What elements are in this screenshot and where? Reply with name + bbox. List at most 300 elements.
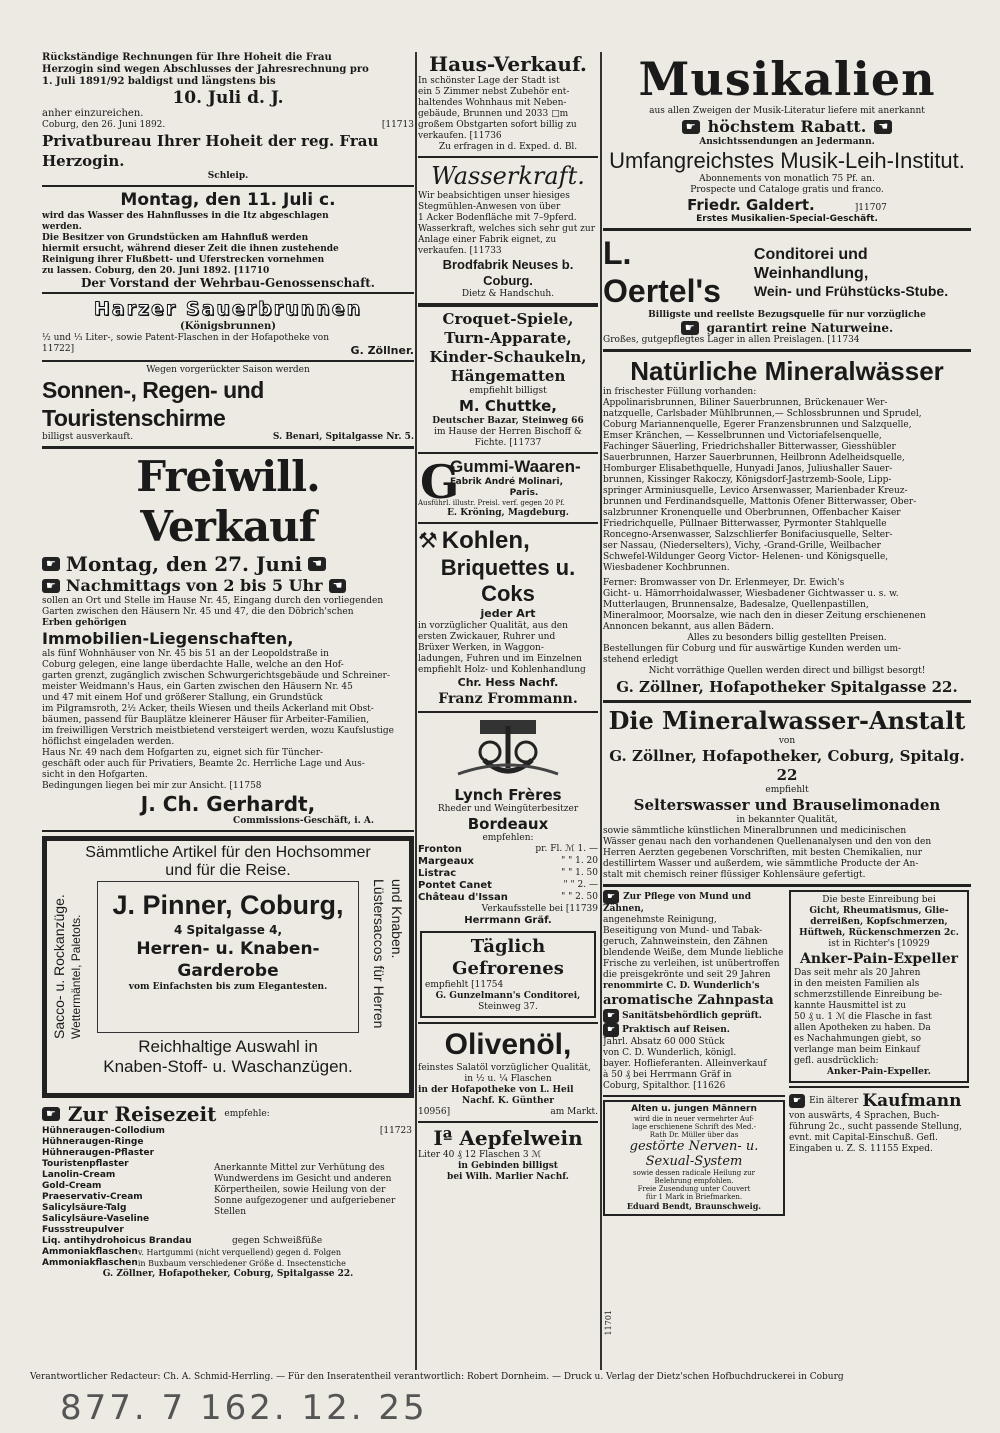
ad-signature: G. Gunzelmann's Conditorei, bbox=[435, 991, 581, 1001]
pointing-hand-icon: ☚ bbox=[329, 579, 347, 593]
ad-text: verkaufen. [11736 bbox=[418, 131, 502, 141]
ad-text: Jahrl. Absatz 60 000 Stück bbox=[603, 1037, 725, 1047]
ad-text: vom Einfachsten bis zum Elegantesten. bbox=[128, 982, 328, 992]
ad-date: Montag, den 27. Juni bbox=[65, 552, 303, 576]
wine-price: " " 2. — bbox=[563, 880, 598, 890]
ad-text: Haus Nr. 49 nach dem Hofgarten zu, eignet sich für Tüncher- bbox=[42, 748, 324, 758]
ad-text: garten grenzt, zugänglich zwischen Schwurgerichtsgebäude und Schreiner- bbox=[42, 671, 391, 681]
ad-heading: Gummi-Waaren- bbox=[450, 457, 581, 476]
ad-text: Eingaben u. Z. S. 11155 Exped. bbox=[789, 1144, 933, 1154]
pinner-center bbox=[97, 881, 359, 1033]
ad-text: garantirt reine Naturweine. bbox=[706, 321, 894, 335]
ad-text: Wir beabsichtigen unser hiesiges bbox=[418, 191, 570, 201]
ad-heading: Zur Reisezeit bbox=[67, 1102, 217, 1126]
ad-heading: Sonnen-, Regen- und Touristenschirme bbox=[42, 377, 264, 431]
ad-heading: Turn-Apparate, bbox=[444, 329, 572, 347]
ad-text: Fichte. [11737 bbox=[474, 438, 542, 448]
ad-text: empfehle: bbox=[224, 1108, 270, 1119]
pointing-hand-icon: ☛ bbox=[42, 579, 60, 593]
ad-text: geschäft oder auch für Privatiers, Beamte 2c. Herrliche Lage und Aus- bbox=[42, 759, 365, 769]
ad-gefrorenes bbox=[420, 931, 596, 1018]
ad-gummi bbox=[418, 457, 598, 519]
ad-text: sowie dessen radicale Heilung zur bbox=[632, 1169, 756, 1177]
ad-text: Wässer genau nach den vorhandenen Quellenanalysen und den von den bbox=[603, 837, 932, 847]
ad-signature: Schleip. bbox=[207, 171, 249, 181]
ad-subheading: Immobilien-Liegenschaften, bbox=[42, 629, 294, 648]
ad-text: salzbrunner Kronenquelle und Oberbrunnen, Offenbacher Kaiser bbox=[603, 508, 901, 518]
ad-text: zu lassen. Coburg, den 20. Juni 1892. [11710 bbox=[42, 266, 270, 276]
ad-text: im Pilgramsroth, 2½ Acker, theils Wiesen und theils Ackerland mit Obst- bbox=[42, 704, 374, 714]
ad-text: empfiehlt Holz- und Kohlenhandlung bbox=[418, 665, 586, 675]
ad-pain-expeller-column bbox=[789, 890, 969, 1216]
ad-heading: Croquet-Spiele, bbox=[442, 310, 574, 328]
ad-text: Garten zwischen den Häusern Nr. 45 und 47, die den Döbrich'schen bbox=[42, 607, 354, 617]
ad-text: Herzogin sind wegen Abschlusses der Jahresrechnung pro bbox=[42, 64, 369, 75]
ad-heading: Hängematten bbox=[450, 367, 566, 385]
ad-text: Hüftweh, Rückenschmerzen 2c. bbox=[799, 928, 959, 938]
ad-text: verkaufen. [11733 bbox=[418, 246, 502, 256]
ad-heading: Harzer Sauerbrunnen bbox=[93, 298, 363, 320]
ad-text: Deutscher Bazar, Steinweg 66 bbox=[432, 416, 584, 426]
ad-title: Sexual-System bbox=[645, 1154, 743, 1169]
ad-heading: Kaufmann bbox=[862, 1091, 962, 1111]
ad-text: renommirte C. D. Wunderlich's bbox=[603, 981, 760, 991]
ad-place: Coburg, den 26. Juni 1892. bbox=[42, 120, 166, 130]
ad-number: 11701 bbox=[604, 1310, 613, 1336]
ad-text: blendende Weiße, dem Munde liebliche bbox=[603, 948, 784, 958]
ad-pinner bbox=[42, 836, 414, 1098]
product-item: Praeservativ-Cream bbox=[42, 1192, 143, 1202]
ad-text: Garderobe bbox=[177, 961, 279, 981]
side-text: Lüstersaccos für Herren bbox=[371, 879, 387, 1029]
ad-wasserkraft bbox=[418, 161, 598, 300]
column-left bbox=[42, 52, 414, 1370]
ad-heading: Täglich Gefrorenes bbox=[452, 936, 564, 979]
ad-signature: G. Zöllner, Hofapotheker, Coburg, Spitalgasse 22. bbox=[102, 1269, 354, 1279]
ad-heading: Bordeaux bbox=[467, 815, 549, 833]
ad-text: ist in Richter's [10929 bbox=[828, 939, 930, 949]
ad-text: meister Weidmann's Haus, ein Garten zwischen den Häusern Nr. 45 bbox=[42, 682, 353, 692]
ad-freiwill-verkauf bbox=[42, 452, 414, 827]
pinner-right-side bbox=[371, 879, 405, 1039]
ad-text: sowie sämmtliche künstlichen Mineralbrunnen und medicinischen bbox=[603, 826, 907, 836]
product-item: Hühneraugen-Ringe bbox=[42, 1137, 144, 1147]
ad-text: Wasserkraft, welches sich sehr gut zur bbox=[418, 224, 596, 234]
pointing-hand-icon: ☛ bbox=[42, 557, 60, 571]
pointing-hand-icon: ☛ bbox=[42, 1107, 60, 1121]
ad-text: im freiwilligen Verstrich meistbietend versteigert werden, wozu Kaufslustige bbox=[42, 726, 394, 736]
ad-subheading: Umfangreichstes Musik-Leih-Institut. bbox=[609, 148, 965, 173]
pointing-hand-icon: ☛ bbox=[789, 1094, 805, 1108]
side-text: Sacco- u. Rockanzüge. bbox=[51, 894, 67, 1039]
ad-number: ]11707 bbox=[854, 203, 887, 213]
ad-text: Fachinger Säuerling, Friedrichshaller Bitterwasser, Giesshübler bbox=[603, 442, 896, 452]
ad-signature: Dietz & Handschuh. bbox=[461, 289, 555, 299]
pointing-hand-icon: ☛ bbox=[681, 321, 699, 335]
column-middle bbox=[418, 52, 598, 1370]
ad-text: Anlage einer Fabrik eignet, zu bbox=[418, 235, 557, 245]
side-text: Wettermäntel, Paletots. bbox=[69, 914, 83, 1039]
ad-text: Rath Dr. Müller über das bbox=[649, 1131, 739, 1139]
wine-name: Château d'Issan bbox=[418, 892, 508, 903]
letter-g-icon: G bbox=[420, 455, 460, 509]
ad-text: aus allen Zweigen der Musik-Literatur liefere mit anerkannt bbox=[649, 106, 925, 116]
ad-text: evnt. mit Capital-Einschuß. Gefl. bbox=[789, 1133, 938, 1143]
pointing-hand-icon: ☛ bbox=[603, 1009, 619, 1023]
ad-zahnpasta bbox=[603, 890, 785, 1216]
ad-signature: M. Chuttke, bbox=[459, 397, 557, 415]
ad-text: Ausführl. illustr. Preisl. verf. gegen 20 Pf. bbox=[418, 499, 565, 507]
ad-text: In schönster Lage der Stadt ist bbox=[418, 76, 560, 86]
wine-name: Fronton bbox=[418, 844, 462, 855]
shop-name: J. Pinner, Coburg, bbox=[112, 890, 344, 920]
ad-text: gegen Schweißfüße bbox=[232, 1236, 323, 1246]
ad-text: destillirtem Wasser und außerdem, wie sämmtliche Producte der An- bbox=[603, 859, 919, 869]
ad-text: Rheder und Weingüterbesitzer bbox=[437, 804, 579, 814]
ad-text: Schwefel-Wildunger Georg Victor- Helenen- und Königsquelle, bbox=[603, 552, 889, 562]
ad-text: Gicht, Rheumatismus, Glie- bbox=[809, 906, 949, 916]
ad-text: verlange man beim Einkauf bbox=[794, 1045, 920, 1055]
ad-heading: Briquettes u. Coks bbox=[440, 555, 576, 606]
product-item: Ammoniakflaschen bbox=[42, 1247, 138, 1257]
ad-text: Roncegno-Arsenwasser, Salzschlierfer Bonifaciusquelle, Selter- bbox=[603, 530, 893, 540]
ad-text: Frische zu verleihen, ist unübertroffen bbox=[603, 959, 780, 969]
ad-heading: Natürliche Mineralwässer bbox=[630, 356, 944, 386]
ad-time: Nachmittags von 2 bis 5 Uhr bbox=[65, 576, 323, 595]
ad-text: Zu erfragen in d. Exped. d. Bl. bbox=[438, 142, 578, 152]
ad-schirme bbox=[42, 365, 414, 443]
ad-heading: Kinder-Schaukeln, bbox=[429, 348, 587, 366]
wine-price: " " 1. 20 bbox=[561, 856, 598, 866]
ad-text: Billigste und reellste Bezugsquelle für nur vorzügliche bbox=[648, 310, 926, 320]
ad-signature: Der Vorstand der Wehrbau-Genossenschaft. bbox=[81, 276, 375, 290]
ad-text: empfiehlt [11754 bbox=[425, 980, 504, 990]
product-item: Ammoniakflaschen bbox=[42, 1258, 138, 1268]
ad-text: Erstes Musikalien-Special-Geschäft. bbox=[696, 214, 878, 224]
ad-text: hiermit ersucht, während dieser Zeit die ihnen zustehende bbox=[42, 244, 339, 254]
ad-text: schmerzstillende Einreibung be- bbox=[794, 990, 943, 1000]
ad-text: Friedrichquelle, Püllnaer Bitterwasser, Pyrmonter Stahlquelle bbox=[603, 519, 887, 529]
ad-text: derreißen, Kopfschmerzen, bbox=[810, 917, 948, 927]
ad-text: Die Besitzer von Grundstücken am Hahnfluß werden bbox=[42, 233, 309, 243]
ad-subheading: Selterswasser und Brauselimonaden bbox=[633, 796, 941, 814]
ad-heading: Montag, den 11. Juli c. bbox=[120, 190, 336, 210]
product-name: aromatische Zahnpasta bbox=[603, 993, 774, 1008]
ad-text: geruch, Zahnweinstein, den Zähnen bbox=[603, 937, 768, 947]
ad-text: die preisgekrönte und seit 29 Jahren bbox=[603, 970, 771, 980]
product-item: Salicylsäure-Talg bbox=[42, 1203, 127, 1213]
ad-text: in Buxbaum verschiedener Größe d. Insectenstiche bbox=[137, 1259, 346, 1268]
ad-text: Stellen bbox=[214, 1207, 246, 1217]
ad-signature: E. Kröning, Magdeburg. bbox=[447, 508, 569, 518]
product-item: Liq. antihydrohoicus Brandau bbox=[42, 1236, 192, 1246]
ad-text: 50 ₰ u. 1 ℳ die Flasche in fast bbox=[794, 1012, 932, 1022]
ad-subheading: (Königsbrunnen) bbox=[179, 321, 276, 332]
ad-heading: Olivenöl, bbox=[444, 1028, 572, 1061]
ad-heading: Iª Aepfelwein bbox=[433, 1126, 583, 1150]
ad-kohlen bbox=[418, 527, 598, 708]
ad-text: Reinigung ihrer Flußbett- und Uferstrecken vornehmen bbox=[42, 255, 325, 265]
ad-text: von bbox=[778, 736, 796, 746]
ad-kaufmann bbox=[789, 1091, 969, 1155]
ad-text: stehend erledigt bbox=[603, 655, 678, 665]
wine-name: Margeaux bbox=[418, 856, 474, 867]
ad-signature: Brodfabrik Neuses b. Coburg. bbox=[442, 257, 574, 288]
ad-heading: Haus-Verkauf. bbox=[429, 52, 587, 76]
pointing-hand-icon: ☛ bbox=[603, 890, 619, 904]
ad-text: Abonnements von monatlich 75 Pf. an. bbox=[699, 174, 875, 184]
shop-name: L. Oertel's bbox=[603, 235, 721, 309]
ad-text: Ein älterer bbox=[809, 1095, 859, 1106]
ad-signature: Eduard Bendt, Braunschweig. bbox=[626, 1201, 762, 1211]
column-divider bbox=[415, 52, 417, 1370]
ad-heading: Die Mineralwasser-Anstalt bbox=[608, 706, 966, 735]
ad-maenner bbox=[603, 1100, 785, 1216]
ad-text: brunnen und Ferdinandsquelle, Mattonis Ofener Bitterwasser, Ober- bbox=[603, 497, 917, 507]
ad-olivenoel bbox=[418, 1027, 598, 1118]
ad-text: empfiehlt bbox=[765, 785, 809, 795]
ad-text: Alles zu besonders billig gestellten Preisen. bbox=[687, 633, 887, 643]
ad-text: brunnen, Kissinger Rakoczy, Königsdorf-Jastrzemb-Soole, Lipp- bbox=[603, 475, 892, 485]
ad-number: 11722] bbox=[42, 344, 75, 354]
product-item: Hühneraugen-Collodium bbox=[42, 1126, 165, 1136]
ad-signature: Privatbureau Ihrer Hoheit der reg. Frau Herzogin. bbox=[42, 132, 379, 170]
ad-croquet bbox=[418, 310, 598, 449]
wine-price: pr. Fl. ℳ 1. — bbox=[535, 844, 598, 854]
ad-text: Sauerbrunnen, Harzer Sauerbrunnen, Heilbronn Adelheidsquelle, bbox=[603, 453, 905, 463]
ad-text: anher einzureichen. bbox=[42, 108, 144, 119]
ad-text: kannte Hausmittel ist zu bbox=[794, 1001, 907, 1011]
ad-text: Bedingungen liegen bei mir zur Ansicht. [11758 bbox=[42, 781, 262, 791]
ad-text: bäumen, passend für Bauplätze kleinerer Häuser für Arbeiter-Familien, bbox=[42, 715, 370, 725]
ad-text: großem Obstgarten sofort billig zu bbox=[418, 120, 577, 130]
ad-heading: Freiwill. Verkauf bbox=[136, 452, 320, 551]
ad-text: es Nachahmungen giebt, so bbox=[794, 1034, 922, 1044]
ad-text: Ferner: Bromwasser von Dr. Erlenmeyer, Dr. Ewich's bbox=[603, 578, 845, 588]
ad-heading: Zähnen, bbox=[603, 904, 644, 914]
ad-text: wird das Wasser des Hahnflusses in die Itz abgeschlagen bbox=[42, 211, 329, 221]
ad-oertel bbox=[603, 234, 971, 346]
imprint-footer: Verantwortlicher Redacteur: Ch. A. Schmid-Herrling. — Für den Inseratentheil verantwortlich: Robert Dornheim. — Druck u. Verlag der Dietz'schen Hofbuchdruckerei in Coburg bbox=[30, 1372, 844, 1382]
product-item: Salicylsäure-Vaseline bbox=[42, 1214, 150, 1224]
product-item: Gold-Cream bbox=[42, 1181, 102, 1191]
ad-text: Coburg Mariannenquelle, Egerer Franzensbrunnen und Salzquelle, bbox=[603, 420, 912, 430]
ad-text: Sämmtliche Artikel für den Hochsommer bbox=[85, 844, 371, 861]
ad-text: von C. D. Wunderlich, königl. bbox=[603, 1048, 737, 1058]
ad-text: Mutterlaugen, Brunnensalze, Badesalze, Quellenpastillen, bbox=[603, 600, 869, 610]
column-right bbox=[603, 52, 971, 1370]
ad-text: Stegmühlen-Anwesen von über bbox=[418, 202, 561, 212]
wine-price: " " 2. 50 bbox=[561, 892, 598, 902]
product-item: Lanolin-Cream bbox=[42, 1170, 116, 1180]
ad-text: Paris. bbox=[509, 488, 539, 498]
ad-text: in Gebinden billigst bbox=[458, 1161, 558, 1171]
pointing-hand-icon: ☛ bbox=[603, 1023, 619, 1037]
ad-text: in ½ u. ¼ Flaschen bbox=[464, 1074, 552, 1084]
ad-text: von auswärts, 4 Sprachen, Buch- bbox=[789, 1111, 940, 1121]
ad-subheading: jeder Art bbox=[480, 607, 536, 620]
ad-text: Sonne aufgezogener und aufgeriebener bbox=[214, 1196, 396, 1206]
ad-text: in vorzüglicher Qualität, aus den bbox=[418, 621, 568, 631]
ad-musikalien bbox=[603, 52, 971, 225]
ad-text: wird die in neuer vermehrter Auf- bbox=[633, 1115, 755, 1123]
product-name: Anker-Pain-Expeller bbox=[800, 951, 958, 967]
ad-heading: Alten u. jungen Männern bbox=[631, 1104, 757, 1114]
ad-number: [11723 bbox=[379, 1126, 412, 1136]
ad-text: ser Nassau, (Niederselters), Vichy, -Grand-Grille, Weilbacher bbox=[603, 541, 881, 551]
ad-text: Homburger Elisabethquelle, Hunyadi Janos, Juliushaller Sauer- bbox=[603, 464, 893, 474]
ad-text: allen Apotheken zu haben. Da bbox=[794, 1023, 931, 1033]
ad-signature: Friedr. Galdert. bbox=[687, 196, 815, 214]
ad-text: feinstes Salatöl vorzüglicher Qualität, bbox=[418, 1063, 591, 1073]
wine-name: Pontet Canet bbox=[418, 880, 492, 891]
pencil-annotation: 877. 7 162. 12. 25 bbox=[60, 1388, 428, 1428]
ad-text: springer Arminiusquelle, Levico Arsenwasser, Marienbader Kreuz- bbox=[603, 486, 908, 496]
ad-text: natzquelle, Carlsbader Mühlbrunnen,— Schlossbrunnen und Sprudel, bbox=[603, 409, 922, 419]
reisezeit-description bbox=[214, 1126, 412, 1218]
ad-text: Knaben-Stoff- u. Waschanzügen. bbox=[103, 1057, 353, 1076]
ad-text: Annoncen bekannt, aus allen Bädern. bbox=[603, 622, 774, 632]
ad-text: Herren Aerzten gegebenen Vorschriften, mit besten Chemikalien, nur bbox=[603, 848, 923, 858]
product-item: Touristenpflaster bbox=[42, 1159, 129, 1169]
ad-signature: Herrmann Gräf. bbox=[464, 915, 552, 926]
ad-text: Appolinarisbrunnen, Biliner Sauerbrunnen, Brückenauer Wer- bbox=[603, 398, 888, 408]
ad-text: Herren- u. Knaben- bbox=[136, 939, 320, 959]
wine-price: " " 1. 50 bbox=[561, 868, 598, 878]
ad-text: Mineralmoor, Moorsalze, wie nach den in dieser Zeitung erschienenen bbox=[603, 611, 926, 621]
ad-text: stalt mit chemisch reiner flüssiger Kohlensäure gefertigt. bbox=[603, 870, 866, 880]
ad-text: Steinweg 37. bbox=[478, 1002, 538, 1012]
ad-text: ladungen, Fuhren und im Einzelnen bbox=[418, 654, 582, 664]
ad-text: Körpertheilen, sowie Heilung von der bbox=[214, 1185, 386, 1195]
ad-text: gebäude, Brunnen und 2033 □m bbox=[418, 109, 569, 119]
ad-pain-expeller bbox=[789, 890, 969, 1083]
ad-text: im Hause der Herren Bischoff & bbox=[434, 427, 582, 437]
ad-text: Nicht vorräthige Quellen werden direct und billigst besorgt! bbox=[648, 666, 926, 676]
ad-heading: Musikalien bbox=[638, 52, 936, 106]
ad-text: höflichst eingeladen werden. bbox=[42, 737, 175, 747]
product-item: Hühneraugen-Pflaster bbox=[42, 1148, 155, 1158]
ad-aepfelwein bbox=[418, 1126, 598, 1183]
ad-text: Großes, gutgepflegtes Lager in allen Preislagen. [11734 bbox=[603, 335, 860, 345]
ad-signature: Anker-Pain-Expeller. bbox=[827, 1067, 931, 1077]
ad-reisezeit bbox=[42, 1102, 414, 1280]
ad-text: Anerkannte Mittel zur Verhütung des bbox=[214, 1163, 385, 1173]
ad-title: gestörte Nerven- u. bbox=[629, 1139, 759, 1154]
ad-text: Belehrung empfohlen. bbox=[654, 1177, 734, 1185]
lower-right-ads bbox=[603, 890, 971, 1216]
ad-text: bayer. Hoflieferanten. Alleinverkauf bbox=[603, 1059, 767, 1069]
anchor-emblem-icon bbox=[418, 716, 598, 782]
ad-text: als fünf Wohnhäuser von Nr. 45 bis 51 an der Leopoldstraße in bbox=[42, 649, 329, 659]
pointing-hand-icon: ☛ bbox=[682, 120, 700, 134]
ad-text: Bestellungen für Coburg und für auswärtige Kunden werden um- bbox=[603, 644, 902, 654]
ad-text: Beseitigung von Mund- und Tabak- bbox=[603, 926, 763, 936]
ad-text: haltendes Wohnhaus mit Neben- bbox=[418, 98, 567, 108]
ad-text: Freie Zusendung unter Couvert bbox=[637, 1185, 751, 1193]
ad-text: in den meisten Familien als bbox=[794, 979, 920, 989]
ad-text: Rückständige Rechnungen für Ihre Hoheit die Frau bbox=[42, 52, 332, 63]
ad-text: 1 Acker Bodenfläche mit 7–9pferd. bbox=[418, 213, 577, 223]
ad-text: und 47 mit einem Hof und größerer Stallung, ein Grundstück bbox=[42, 693, 323, 703]
ad-wehrbau bbox=[42, 190, 414, 289]
ad-text: in frischester Füllung vorhanden: bbox=[603, 387, 757, 397]
ad-text: Die beste Einreibung bei bbox=[822, 895, 936, 905]
wine-name: Listrac bbox=[418, 868, 457, 879]
ad-signature: Franz Frommann. bbox=[438, 691, 578, 707]
ad-text: Wegen vorgerückter Saison werden bbox=[146, 365, 310, 375]
shop-address: 4 Spitalgasse 4, bbox=[173, 923, 283, 937]
ad-signature: G. Zöllner. bbox=[350, 344, 414, 357]
ad-lynch bbox=[418, 716, 598, 927]
ad-signature: S. Benari, Spitalgasse Nr. 5. bbox=[272, 432, 414, 442]
product-item: Fussstreupulver bbox=[42, 1225, 124, 1235]
ad-text: in bekannter Qualität, bbox=[736, 815, 838, 825]
ad-text: am Markt. bbox=[550, 1107, 598, 1117]
ad-text: und für die Reise. bbox=[165, 862, 291, 879]
ad-text: führung 2c., sucht passende Stellung, bbox=[789, 1122, 963, 1132]
column-divider bbox=[600, 52, 602, 1370]
ad-text: empfiehlt billigst bbox=[469, 386, 547, 396]
ad-signature: G. Zöllner, Hofapotheker Spitalgasse 22. bbox=[616, 678, 958, 696]
ad-heading: Wasserkraft. bbox=[431, 162, 585, 190]
ad-number: 10956] bbox=[418, 1107, 451, 1117]
ad-text: lage erschienene Schrift des Med.- bbox=[632, 1123, 756, 1131]
ad-text: Emser Kränchen, — Kesselbrunnen und Victoriafelsenquelle, bbox=[603, 431, 882, 441]
pinner-left-side bbox=[51, 879, 83, 1039]
ad-haus-verkauf bbox=[418, 52, 598, 153]
ad-signature: G. Zöllner, Hofapotheker, Coburg, Spitalg. 22 bbox=[609, 747, 965, 784]
ad-text: billigst ausverkauft. bbox=[42, 432, 134, 442]
ad-text: Brüxer Werken, in Waggon- bbox=[418, 643, 544, 653]
ad-text: Sanitätsbehördlich geprüft. bbox=[622, 1010, 762, 1021]
ad-text: ½ und ⅓ Liter-, sowie Patent-Flaschen in der Hofapotheke von bbox=[42, 333, 330, 343]
ad-text: Verkaufsstelle bei [11739 bbox=[481, 904, 598, 914]
ad-number: [11713 bbox=[381, 120, 414, 130]
pointing-hand-icon: ☚ bbox=[874, 120, 892, 134]
ad-text: Wein- und Frühstücks-Stube. bbox=[753, 282, 949, 299]
ad-text: Reichhaltige Auswahl in bbox=[138, 1037, 318, 1056]
ad-text: angenehmste Reinigung, bbox=[603, 915, 717, 925]
ad-text: 1. Juli 1891/92 baldigst und längstens bis bbox=[42, 76, 276, 87]
ad-heading: Kohlen, bbox=[441, 527, 530, 554]
ad-text: empfehlen: bbox=[482, 833, 534, 843]
ad-text: sicht in den Hofgarten. bbox=[42, 770, 148, 780]
ad-text: Coburg, Spitalthor. [11626 bbox=[603, 1081, 726, 1091]
ad-text: sollen an Ort und Stelle im Hause Nr. 45, Eingang durch den vorliegenden bbox=[42, 596, 384, 606]
pointing-hand-icon: ☚ bbox=[308, 557, 326, 571]
ad-text: ein 5 Zimmer nebst Zubehör ent- bbox=[418, 87, 570, 97]
ad-mineralwaesser bbox=[603, 355, 971, 697]
ad-sauerbrunnen bbox=[42, 297, 414, 357]
ad-signature: bei Wilh. Marlier Nachf. bbox=[447, 1172, 569, 1182]
ad-text: Praktisch auf Reisen. bbox=[622, 1024, 730, 1035]
ad-text: Conditorei und Weinhandlung, bbox=[753, 245, 869, 282]
ad-subheading: höchstem Rabatt. bbox=[707, 117, 867, 136]
crossed-hammers-icon: ⚒ bbox=[418, 528, 438, 554]
deadline-date: 10. Juli d. J. bbox=[172, 88, 284, 108]
ad-text: Das seit mehr als 20 Jahren bbox=[794, 968, 921, 978]
ad-heading: Lynch Frères bbox=[454, 786, 562, 804]
ad-text: Wiesbadener Kochbrunnen. bbox=[603, 563, 730, 573]
side-text: und Knaben. bbox=[389, 879, 405, 959]
ad-text: Erben gehörigen bbox=[42, 618, 127, 628]
ad-text: für 1 Mark in Briefmarken. bbox=[645, 1193, 743, 1201]
ad-rechnungen bbox=[42, 52, 414, 182]
ad-text: werden. bbox=[42, 222, 82, 232]
ad-signature: J. Ch. Gerhardt, bbox=[140, 792, 316, 816]
ad-text: à 50 ₰ bei Herrmann Gräf in bbox=[603, 1070, 732, 1080]
